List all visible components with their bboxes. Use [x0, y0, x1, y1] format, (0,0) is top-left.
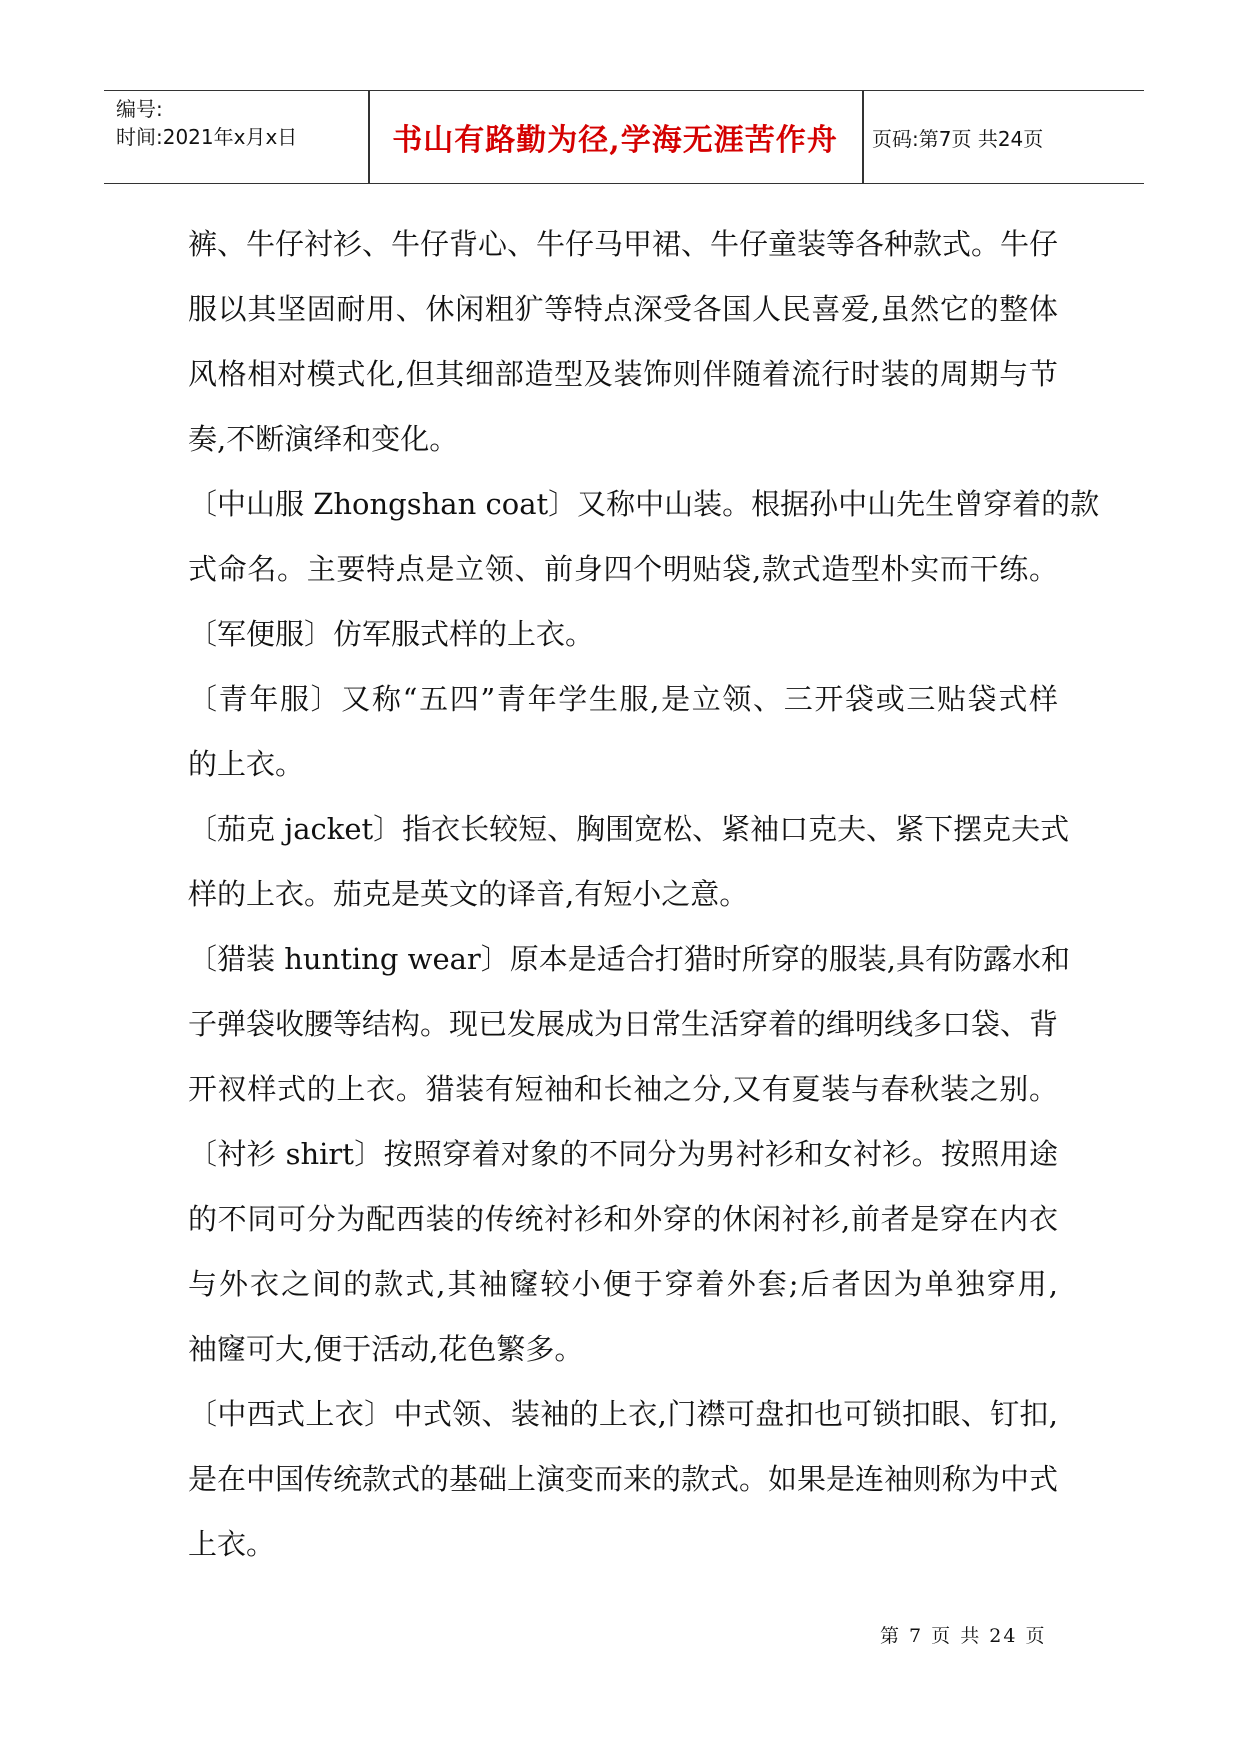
- text-line: 的不同可分为配西装的传统衬衫和外穿的休闲衬衫,前者是穿在内衣: [188, 1202, 1058, 1236]
- header-meta-cell: [104, 91, 368, 183]
- text-line: 开衩样式的上衣。猎装有短袖和长袖之分,又有夏装与春秋装之别。: [188, 1072, 1058, 1106]
- text-line: 裤、牛仔衬衫、牛仔背心、牛仔马甲裙、牛仔童装等各种款式。牛仔: [188, 227, 1059, 261]
- text-line: 〔衬衫 shirt〕按照穿着对象的不同分为男衬衫和女衬衫。按照用途: [188, 1137, 1058, 1171]
- text-line: 〔中山服 Zhongshan coat〕又称中山装。根据孙中山先生曾穿着的款: [188, 487, 1100, 521]
- text-line: 服以其坚固耐用、休闲粗犷等特点深受各国人民喜爱,虽然它的整体: [188, 292, 1058, 326]
- text-line: 与外衣之间的款式,其袖窿较小便于穿着外套;后者因为单独穿用,: [188, 1267, 1058, 1301]
- page-header: [104, 90, 1144, 184]
- text-line: 子弹袋收腰等结构。现已发展成为日常生活穿着的缉明线多口袋、背: [188, 1007, 1059, 1041]
- text-line: 〔青年服〕又称“五四”青年学生服,是立领、三开袋或三贴袋式样: [188, 682, 1058, 716]
- text-line: 奏,不断演绎和变化。: [188, 422, 459, 456]
- text-line: 〔中西式上衣〕中式领、装袖的上衣,门襟可盘扣也可锁扣眼、钉扣,: [188, 1397, 1058, 1431]
- text-line: 〔茄克 jacket〕指衣长较短、胸围宽松、紧袖口克夫、紧下摆克夫式: [188, 812, 1070, 846]
- text-line: 式命名。主要特点是立领、前身四个明贴袋,款式造型朴实而干练。: [188, 552, 1058, 586]
- document-time-label: 时间:2021年x月x日: [116, 125, 298, 149]
- document-code-label: 编号:: [116, 97, 163, 121]
- header-motto: 书山有路勤为径,学海无涯苦作舟: [392, 123, 838, 158]
- header-divider: [862, 91, 864, 183]
- page-footer-indicator: 第 7 页 共 24 页: [880, 1625, 1047, 1647]
- text-line: 袖窿可大,便于活动,花色繁多。: [188, 1332, 584, 1366]
- text-line: 〔猎装 hunting wear〕原本是适合打猎时所穿的服装,具有防露水和: [188, 942, 1070, 976]
- document-body: [188, 212, 1100, 1577]
- text-line: 样的上衣。茄克是英文的译音,有短小之意。: [188, 877, 749, 911]
- text-line: 风格相对模式化,但其细部造型及装饰则伴随着流行时装的周期与节: [188, 357, 1058, 391]
- text-line: 的上衣。: [188, 747, 305, 781]
- text-line: 是在中国传统款式的基础上演变而来的款式。如果是连袖则称为中式: [188, 1462, 1059, 1496]
- text-line: 上衣。: [188, 1527, 276, 1561]
- header-page-code: 页码:第7页 共24页: [872, 126, 1044, 151]
- text-line: 〔军便服〕仿军服式样的上衣。: [188, 617, 595, 651]
